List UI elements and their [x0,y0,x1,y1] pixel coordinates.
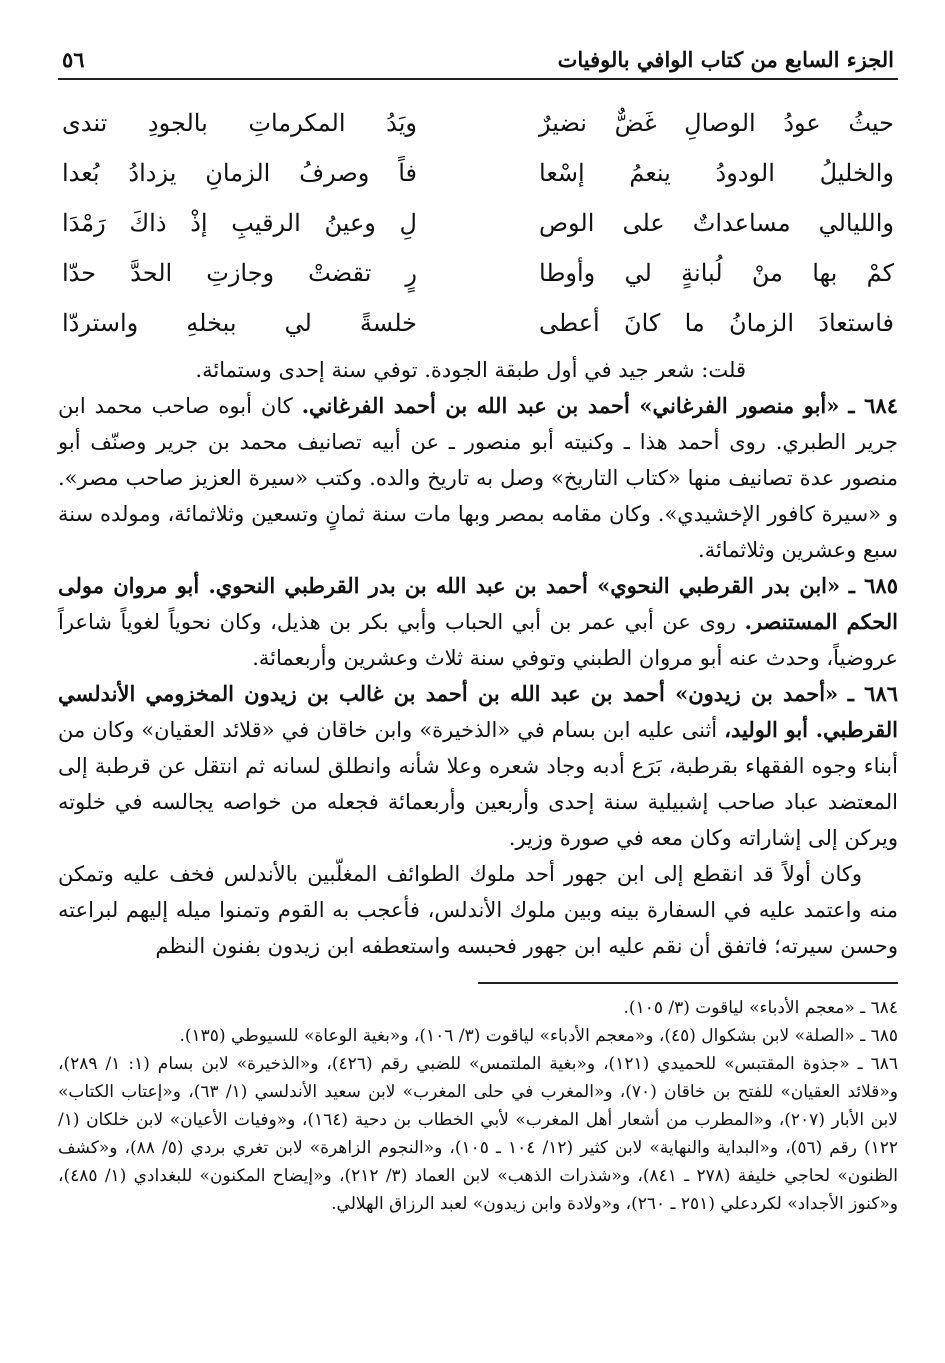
poem-second-hemistich: خلسةً لي ببخلهِ واستردّا [62,309,417,337]
poem-line [62,98,894,148]
poem-line [62,148,894,198]
poem-first-hemistich: كمْ بها منْ لُبانةٍ لي وأوطا [539,259,894,287]
poem [58,98,898,348]
running-header-title: الجزء السابع من كتاب الوافي بالوفيات [557,47,894,72]
page-number: ٥٦ [62,47,85,72]
footnote: ٦٨٤ ـ «معجم الأدباء» لياقوت (٣/ ١٠٥). [623,998,898,1018]
entry-text: روى عن أبي عمر بن أبي الحباب وأبي بكر بن هذيل، وكان نحوياً لغوياً شاعراً عروضياً، وحدث عنه أبو مروان الطبني وتوفي سنة ثلاث وعشرين وأربعمائة. [58,610,898,670]
poem-second-hemistich: رٍ تقضتْ وجازتِ الحدَّ حدّا [62,259,417,287]
poem-first-hemistich: والليالي مساعداتٌ على الوص [539,209,894,237]
entry-text: أثنى عليه ابن بسام في «الذخيرة» وابن خاقان في «قلائد العقيان» وكان من أبناء وجوه الفقهاء بقرطبة، بَرَع أدبه وجاد شعره وعلا شأنه وانطلق لسانه ثم انتقل عن قرطبة إلى المعتضد عباد صاحب إشبيلية سنة إحدى وأربعين وأربعمائة فجعله من خواصه يجالسه في خلوته ويركن إلى إشاراته وكان معه في صورة وزير. [58,718,898,850]
continued-paragraph: وكان أولاً قد انقطع إلى ابن جهور أحد ملوك الطوائف المغلّبين بالأندلس فخف عليه وتمكن منه واعتمد عليه في السفارة بينه وبين ملوك الأندلس، فأعجب به القوم وتمنوا ميله إليهم لبراعته وحسن سيرته؛ فاتفق أن نقم عليه ابن جهور فحبسه واستعطفه ابن زيدون بفنون النظم [58,862,898,958]
entry-number: ٦٨٥ ـ [848,573,898,598]
poem-line [62,298,894,348]
footnote: ٦٨٦ ـ «جذوة المقتبس» للحميدي (١٢١)، و«بغية الملتمس» للضبي رقم (٤٢٦)، و«الذخيرة» لابن بسام (١: ١/ ٢٨٩)، و«قلائد العقيان» للفتح بن خاقان (٧٠)، و«المغرب في حلى المغرب» لابن سعيد الأندلسي (١/ ٦٣)، و«إعتاب الكتاب» لابن الأبار (٢٠٧)، و«المطرب من أشعار أهل المغرب» لأبي الخطاب بن دحية (١٦٤)، و«وفيات الأعيان» لابن خلكان (١/ ١٢٢) رقم (٥٦)، و«البداية والنهاية» لابن كثير (١٢/ ١٠٤ ـ ١٠٥)، و«النجوم الزاهرة» لابن تغري بردي (٥/ ٨٨)، و«كشف الظنون» لحاجي خليفة (٢٧٨ ـ ٨٤١)، و«شذرات الذهب» لابن العماد (٣/ ٢١٢)، و«إيضاح المكنون» للبغدادي (١/ ٤٨٥)، و«كنوز الأجداد» لكردعلي (٢٥١ ـ ٢٦٠)، و«ولادة وابن زيدون» لعبد الرزاق الهلالي. [58,1054,899,1214]
biography-entry [58,388,898,568]
entry-heading: «أبو منصور الفرغاني» أحمد بن عبد الله بن أحمد الفرغاني. [301,393,840,418]
footnote: ٦٨٥ ـ «الصلة» لابن بشكوال (٤٥)، و«معجم الأدباء» لياقوت (٣/ ١٠٦)، و«بغية الوعاة» للسيوطي (١٣٥). [179,1026,898,1046]
entry-heading: «أحمد بن زيدون» أحمد بن عبد الله بن أحمد بن غالب بن زيدون المخزومي الأندلسي القرطبي. أبو الوليد، [58,681,899,742]
poem-first-hemistich: فاستعادَ الزمانُ ما كانَ أعطى [539,309,894,337]
biography-entry [58,676,898,856]
poem-second-hemistich: ويَدُ المكرماتِ بالجودِ تندى [62,109,417,137]
author-comment: قلت: شعر جيد في أول طبقة الجودة. توفي سنة إحدى وستمائة. [195,358,746,382]
book-page [58,38,898,1218]
poem-line [62,248,894,298]
footnotes [58,994,898,1218]
footnote-separator [478,982,898,984]
entry-number: ٦٨٦ ـ [847,681,899,706]
entry-heading: «ابن بدر القرطبي النحوي» أحمد بن عبد الله بن بدر القرطبي النحوي. أبو مروان مولى الحكم المستنصر. [58,573,898,634]
main-text [58,352,898,964]
biography-entry [58,568,898,676]
entry-number: ٦٨٤ ـ [848,393,898,418]
poem-first-hemistich: حيثُ عودُ الوصالِ غَضٌّ نضيرٌ [539,109,894,137]
poem-line [62,198,894,248]
poem-first-hemistich: والخليلُ الودودُ ينعمُ إسْعا [539,159,894,187]
entry-text: كان أبوه صاحب محمد ابن جرير الطبري. روى أحمد هذا ـ وكنيته أبو منصور ـ عن أبيه تصانيف محمد بن جرير وصنّف أبو منصور عدة تصانيف منها «كتاب التاريخ» وصل به تاريخ والده. وكتب «سيرة العزيز صاحب مصر». و «سيرة كافور الإخشيدي». وكان مقامه بمصر وبها مات سنة ثمانٍ وتسعين وثلاثمائة، ومولده سنة سبع وعشرين وثلاثمائة. [58,394,899,562]
poem-second-hemistich: فاً وصرفُ الزمانِ يزدادُ بُعدا [62,159,417,187]
running-header [58,38,898,80]
poem-second-hemistich: لِ وعينُ الرقيبِ إذْ ذاكَ رَمْدَا [62,209,417,237]
